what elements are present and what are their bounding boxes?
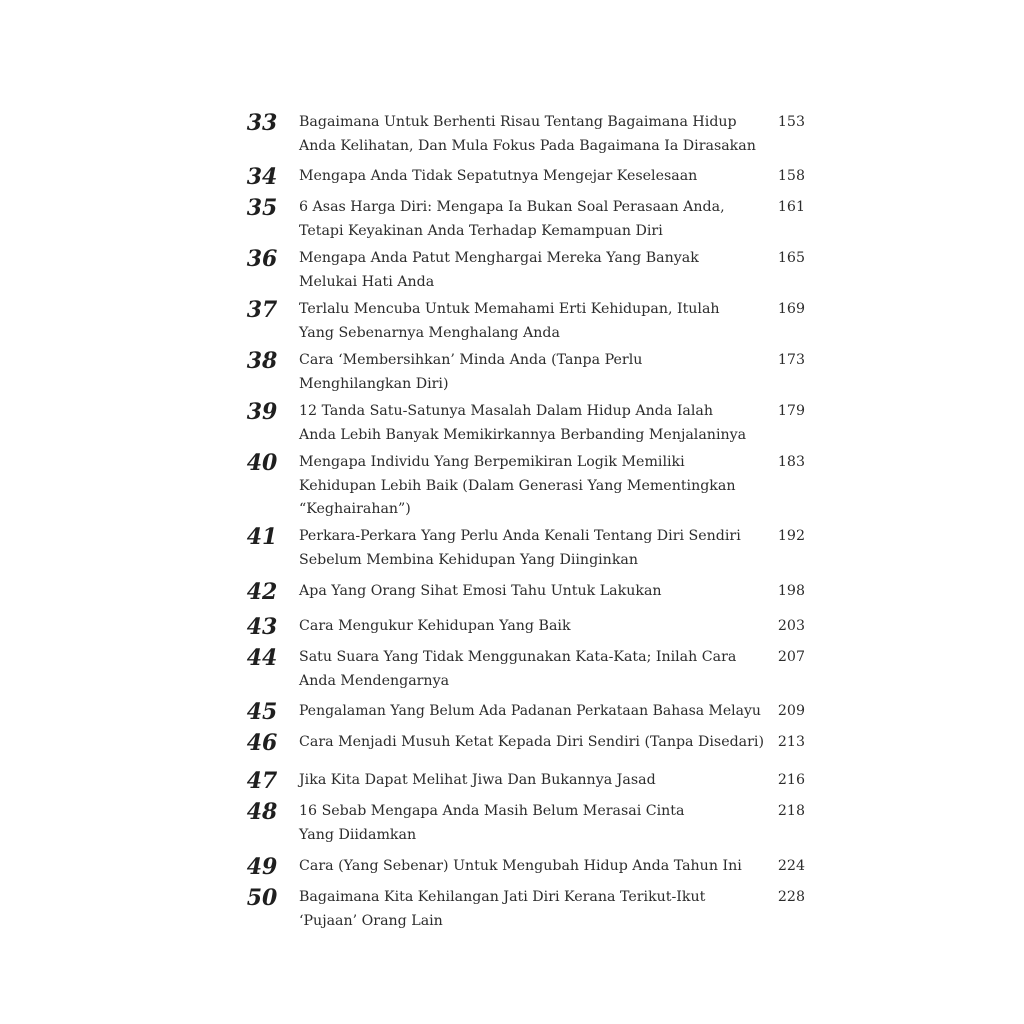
chapter-title [299, 646, 765, 693]
chapter-title-line: ‘Pujaan’ Orang Lain [299, 912, 443, 929]
chapter-title [299, 451, 765, 522]
page-number: 183 [777, 454, 805, 470]
chapter-title-line: Pengalaman Yang Belum Ada Padanan Perkataan Bahasa Melayu [299, 703, 761, 719]
chapter-title [299, 111, 765, 158]
chapter-number: 43 [246, 614, 278, 640]
chapter-number: 47 [246, 768, 278, 794]
chapter-number: 48 [246, 799, 278, 825]
chapter-title [299, 886, 765, 933]
chapter-title-line: Bagaimana Kita Kehilangan Jati Diri Kerana Terikut-Ikut [299, 889, 706, 905]
chapter-title-line: Cara Menjadi Musuh Ketat Kepada Diri Sendiri (Tanpa Disedari) [299, 734, 764, 750]
chapter-title [299, 615, 765, 639]
chapter-title-line: Jika Kita Dapat Melihat Jiwa Dan Bukannya Jasad [299, 772, 656, 788]
chapter-title-line: Kehidupan Lebih Baik (Dalam Generasi Yang Mementingkan [299, 477, 736, 494]
chapter-title [299, 400, 765, 447]
chapter-number: 41 [246, 524, 278, 550]
chapter-number: 37 [246, 297, 278, 323]
chapter-number: 35 [246, 195, 278, 221]
chapter-title-line: Sebelum Membina Kehidupan Yang Diinginkan [299, 551, 639, 568]
chapter-title-line: Tetapi Keyakinan Anda Terhadap Kemampuan Diri [299, 222, 663, 239]
page-number: 165 [777, 250, 805, 266]
chapter-title-line: Mengapa Anda Tidak Sepatutnya Mengejar Keselesaan [299, 168, 698, 184]
chapter-title-line: 16 Sebab Mengapa Anda Masih Belum Merasai Cinta [299, 803, 685, 819]
chapter-title-line: Cara ‘Membersihkan’ Minda Anda (Tanpa Perlu [299, 352, 643, 368]
chapter-title-line: “Keghairahan”) [299, 501, 411, 517]
page-number: 192 [777, 528, 805, 544]
page-number: 158 [777, 168, 805, 184]
chapter-title [299, 700, 765, 724]
page-number: 209 [777, 703, 805, 719]
page-number: 161 [777, 199, 805, 215]
page-number: 169 [777, 301, 805, 317]
chapter-title-line: Anda Kelihatan, Dan Mula Fokus Pada Bagaimana Ia Dirasakan [299, 137, 756, 154]
chapter-number: 50 [246, 885, 278, 911]
chapter-title-line: 6 Asas Harga Diri: Mengapa Ia Bukan Soal Perasaan Anda, [299, 199, 725, 215]
chapter-title-line: Apa Yang Orang Sihat Emosi Tahu Untuk Lakukan [299, 583, 662, 599]
page-number: 213 [777, 734, 805, 750]
chapter-title-line: Cara Mengukur Kehidupan Yang Baik [299, 618, 571, 634]
chapter-number: 39 [246, 399, 278, 425]
page-number: 228 [777, 889, 805, 905]
page-number: 153 [777, 114, 805, 130]
chapter-number: 38 [246, 348, 278, 374]
chapter-number: 33 [246, 110, 278, 136]
chapter-title-line: Yang Diidamkan [299, 826, 417, 843]
page-number: 198 [777, 583, 805, 599]
chapter-number: 42 [246, 579, 278, 605]
chapter-number: 45 [246, 699, 278, 725]
chapter-title [299, 525, 765, 572]
chapter-title [299, 855, 765, 879]
chapter-title-line: Mengapa Individu Yang Berpemikiran Logik Memiliki [299, 454, 685, 470]
chapter-title [299, 800, 765, 847]
page-number: 179 [777, 403, 805, 419]
chapter-title-line: Perkara-Perkara Yang Perlu Anda Kenali Tentang Diri Sendiri [299, 528, 741, 544]
chapter-number: 36 [246, 246, 278, 272]
chapter-title [299, 349, 765, 396]
page-number: 216 [777, 772, 805, 788]
chapter-number: 46 [246, 730, 278, 756]
chapter-number: 44 [246, 645, 278, 671]
chapter-title-line: Anda Mendengarnya [299, 672, 450, 689]
chapter-number: 49 [246, 854, 278, 880]
page-number: 173 [777, 352, 805, 368]
chapter-title [299, 165, 765, 189]
page-number: 224 [777, 858, 805, 874]
chapter-number: 40 [246, 450, 278, 476]
chapter-title-line: Terlalu Mencuba Untuk Memahami Erti Kehidupan, Itulah [299, 301, 720, 317]
chapter-title-line: Melukai Hati Anda [299, 273, 435, 290]
chapter-title-line: Satu Suara Yang Tidak Menggunakan Kata-Kata; Inilah Cara [299, 649, 737, 665]
chapter-number: 34 [246, 164, 278, 190]
chapter-title [299, 731, 765, 755]
chapter-title [299, 196, 765, 243]
chapter-title [299, 580, 765, 604]
page-number: 207 [777, 649, 805, 665]
chapter-title-line: Menghilangkan Diri) [299, 375, 449, 392]
chapter-title [299, 769, 765, 793]
chapter-title-line: 12 Tanda Satu-Satunya Masalah Dalam Hidup Anda Ialah [299, 403, 714, 419]
chapter-title [299, 247, 765, 294]
chapter-title [299, 298, 765, 345]
chapter-title-line: Bagaimana Untuk Berhenti Risau Tentang Bagaimana Hidup [299, 114, 737, 130]
page-number: 203 [777, 618, 805, 634]
page-number: 218 [777, 803, 805, 819]
chapter-title-line: Anda Lebih Banyak Memikirkannya Berbanding Menjalaninya [299, 426, 747, 443]
chapter-title-line: Mengapa Anda Patut Menghargai Mereka Yang Banyak [299, 250, 699, 266]
chapter-title-line: Cara (Yang Sebenar) Untuk Mengubah Hidup Anda Tahun Ini [299, 858, 742, 874]
chapter-title-line: Yang Sebenarnya Menghalang Anda [299, 324, 560, 341]
